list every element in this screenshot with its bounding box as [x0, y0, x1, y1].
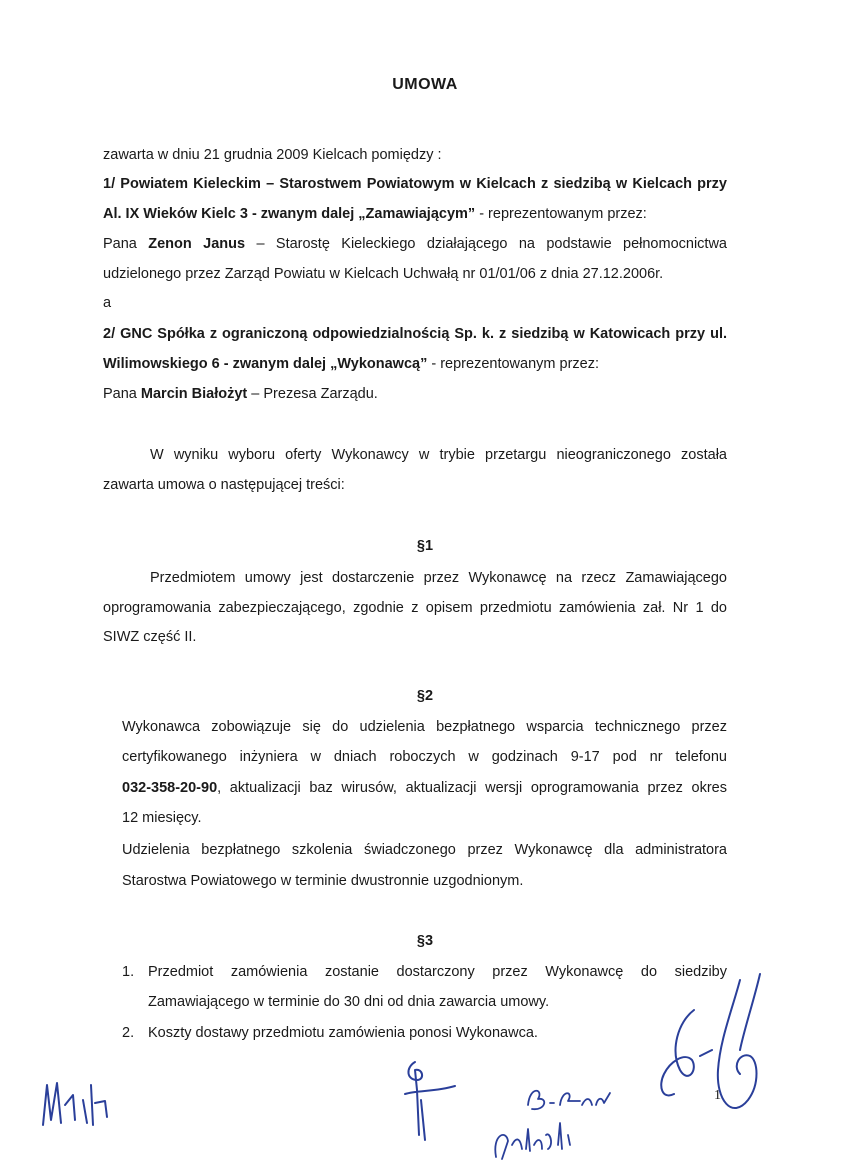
party1-line2-rest: - reprezentowanym przez:: [475, 206, 647, 222]
party2-line2-rest: - reprezentowanym przez:: [427, 356, 599, 372]
section2-line3: [122, 779, 727, 797]
section2-heading: §2: [416, 688, 434, 704]
section2-line2: certyfikowanego inżyniera w dniach roboczych w godzinach 9-17 pod nr telefonu: [122, 749, 727, 765]
signature-right-large: [640, 970, 790, 1130]
party2-line1: 2/ GNC Spółka z ograniczoną odpowiedzialnością Sp. k. z siedzibą w Katowicach przy ul.: [103, 326, 727, 342]
party2-line2: [103, 355, 599, 373]
section2-line1: Wykonawca zobowiązuje się do udzielenia bezpłatnego wsparcia technicznego przez: [122, 719, 727, 735]
section2-line3-rest: , aktualizacji baz wirusów, aktualizacji wersji oprogramowania przez okres: [217, 780, 727, 796]
party1-rep-line: [103, 235, 727, 253]
signature-initials-left: [35, 1065, 125, 1140]
section3-item1-line1: [122, 963, 727, 981]
preamble-line2: zawarta umowa o następującej treści:: [103, 477, 345, 493]
preamble-line1: W wyniku wyboru oferty Wykonawcy w trybie przetargu nieograniczonego została: [150, 447, 727, 463]
section3-item1-line2: Zamawiającego w terminie do 30 dni od dnia zawarcia umowy.: [148, 994, 550, 1010]
party1-rep-line2: udzielonego przez Zarząd Powiatu w Kielcach Uchwałą nr 01/01/06 z dnia 27.12.2006r.: [103, 266, 664, 282]
party1-rep-name: Zenon Janus: [148, 236, 246, 252]
signature-bottom: [488, 1115, 583, 1170]
section1-line2: oprogramowania zabezpieczającego, zgodnie z opisem przedmiotu zamówienia zał. Nr 1 do: [103, 600, 727, 616]
item2-text: Koszty dostawy przedmiotu zamówienia ponosi Wykonawca.: [148, 1025, 538, 1041]
section1-line1: Przedmiotem umowy jest dostarczenie przez Wykonawcę na rzecz Zamawiającego: [150, 570, 727, 586]
item1-number: 1.: [122, 964, 135, 980]
party2-rep-prefix: Pana: [103, 386, 141, 402]
section1-line3: SIWZ część II.: [103, 629, 197, 645]
section2-line6: Starostwa Powiatowego w terminie dwustronnie uzgodnionym.: [122, 873, 524, 889]
item2-number: 2.: [122, 1025, 135, 1041]
item1-text: Przedmiot zamówienia zostanie dostarczony przez Wykonawcę do siedziby: [148, 964, 727, 980]
section3-item2-line1: [122, 1024, 538, 1042]
party1-line2-bold: Al. IX Wieków Kielc 3 - zwanym dalej „Zamawiającym”: [103, 206, 476, 222]
conjunction: a: [103, 295, 112, 311]
section3-heading: §3: [416, 933, 434, 949]
section2-line5: Udzielenia bezpłatnego szkolenia świadczonego przez Wykonawcę dla administratora: [122, 842, 727, 858]
party2-rep-name: Marcin Białożyt: [140, 386, 248, 402]
support-phone: 032-358-20-90: [122, 780, 218, 796]
party1-rep-rest: – Starostę Kieleckiego działającego na podstawie pełnomocnictwa: [245, 236, 727, 252]
intro-line: zawarta w dniu 21 grudnia 2009 Kielcach pomiędzy :: [103, 147, 442, 163]
party1-rep-prefix: Pana: [103, 236, 149, 252]
party2-rep-rest: – Prezesa Zarządu.: [247, 386, 378, 402]
party2-line2-bold: Wilimowskiego 6 - zwanym dalej „Wykonawcą”: [103, 356, 428, 372]
party2-rep-line: [103, 385, 378, 403]
party1-line2: [103, 205, 647, 223]
party1-line1: 1/ Powiatem Kieleckim – Starostwem Powiatowym w Kielcach z siedzibą w Kielcach przy: [103, 176, 727, 192]
signature-small: [520, 1075, 620, 1120]
section1-heading: §1: [416, 538, 434, 554]
document-title: UMOWA: [392, 76, 458, 93]
section2-line4: 12 miesięcy.: [122, 810, 202, 826]
signature-center: [395, 1050, 485, 1145]
page-number: 1: [714, 1088, 721, 1103]
